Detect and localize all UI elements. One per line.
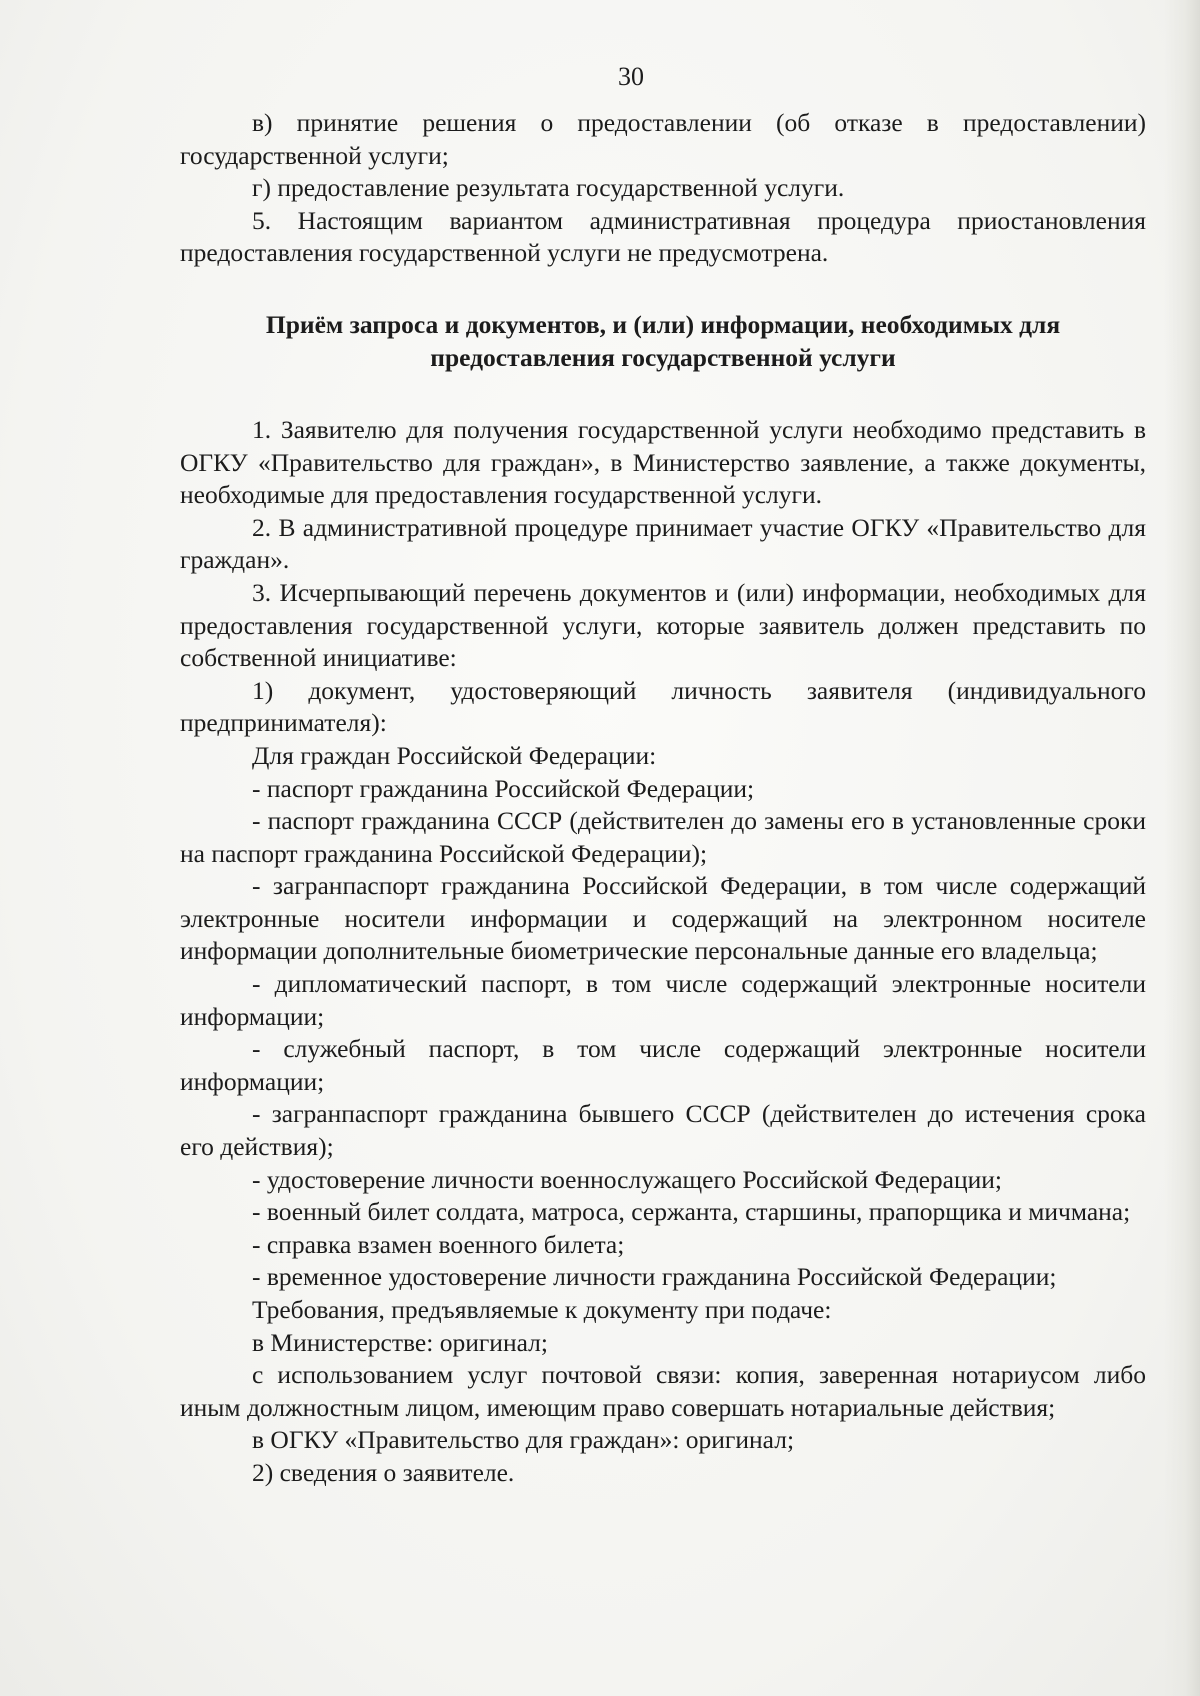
list-item-passport-ussr: - паспорт гражданина СССР (действителен до замены его в установленные сроки на паспорт гражданина Российской Федерации);: [180, 806, 1146, 868]
list-item-military-id: - удостоверение личности военнослужащего Российской Федерации;: [252, 1164, 1002, 1194]
list-item-military-ticket: - военный билет солдата, матроса, сержанта, старшины, прапорщика и мичмана;: [252, 1197, 1131, 1227]
document-body: [180, 107, 1146, 1490]
list-item-service-passport: - служебный паспорт, в том числе содержащий электронные носители информации;: [180, 1034, 1146, 1096]
list-item-diplomatic-passport: - дипломатический паспорт, в том числе содержащий электронные носители информации;: [180, 969, 1146, 1031]
paragraph-subitem-1: 1) документ, удостоверяющий личность заявителя (индивидуального предпринимателя):: [180, 675, 1146, 738]
page-number: 30: [618, 62, 644, 91]
paragraph-item-g: г) предоставление результата государственной услуги.: [252, 173, 845, 203]
paragraph-clause-5: 5. Настоящим вариантом административная процедура приостановления предоставления государственной услуги не предусмотрена.: [180, 205, 1146, 268]
paragraph-clause-2: 2. В административной процедуре принимает участие ОГКУ «Правительство для граждан».: [180, 512, 1146, 575]
list-item-foreign-passport-rf: - загранпаспорт гражданина Российской Федерации, в том числе содержащий электронные носители информации и содержащий на электронном носителе информации дополнительные биометрические персональные данные его владельца;: [180, 871, 1146, 966]
list-item-foreign-passport-ussr: - загранпаспорт гражданина бывшего СССР (действителен до истечения срока его действия);: [180, 1099, 1146, 1162]
paragraph-item-v: в) принятие решения о предоставлении (об отказе в предоставлении) государственной услуги;: [180, 108, 1146, 170]
list-item-temporary-id: - временное удостоверение личности гражданина Российской Федерации;: [252, 1262, 1057, 1292]
paragraph-requirements: Требования, предъявляемые к документу при подаче:: [252, 1295, 832, 1324]
list-item-military-certificate: - справка взамен военного билета;: [252, 1229, 625, 1259]
paragraph-ogku: в ОГКУ «Правительство для граждан»: оригинал;: [252, 1425, 795, 1455]
paragraph-postal: с использованием услуг почтовой связи: копия, заверенная нотариусом либо иным должностным лицом, имеющим право совершать нотариальные действия;: [180, 1360, 1146, 1422]
list-item-passport-rf: - паспорт гражданина Российской Федерации;: [252, 773, 755, 803]
paragraph-ministry: в Министерстве: оригинал;: [252, 1327, 548, 1357]
paragraph-clause-1: 1. Заявителю для получения государственной услуги необходимо представить в ОГКУ «Правительство для граждан», в Министерство заявление, а также документы, необходимые для предоставления государственной услуги.: [180, 414, 1146, 510]
paragraph-citizens-intro: Для граждан Российской Федерации:: [252, 740, 657, 770]
paragraph-clause-3: 3. Исчерпывающий перечень документов и (или) информации, необходимых для предоставления государственной услуги, которые заявитель должен представить по собственной инициативе:: [180, 577, 1146, 673]
paragraph-subitem-2: 2) сведения о заявителе.: [252, 1457, 515, 1487]
section-heading: Приём запроса и документов, и (или) информации, необходимых для предоставления государственной услуги: [265, 309, 1061, 372]
page-edge-shadow: [1164, 0, 1200, 1696]
